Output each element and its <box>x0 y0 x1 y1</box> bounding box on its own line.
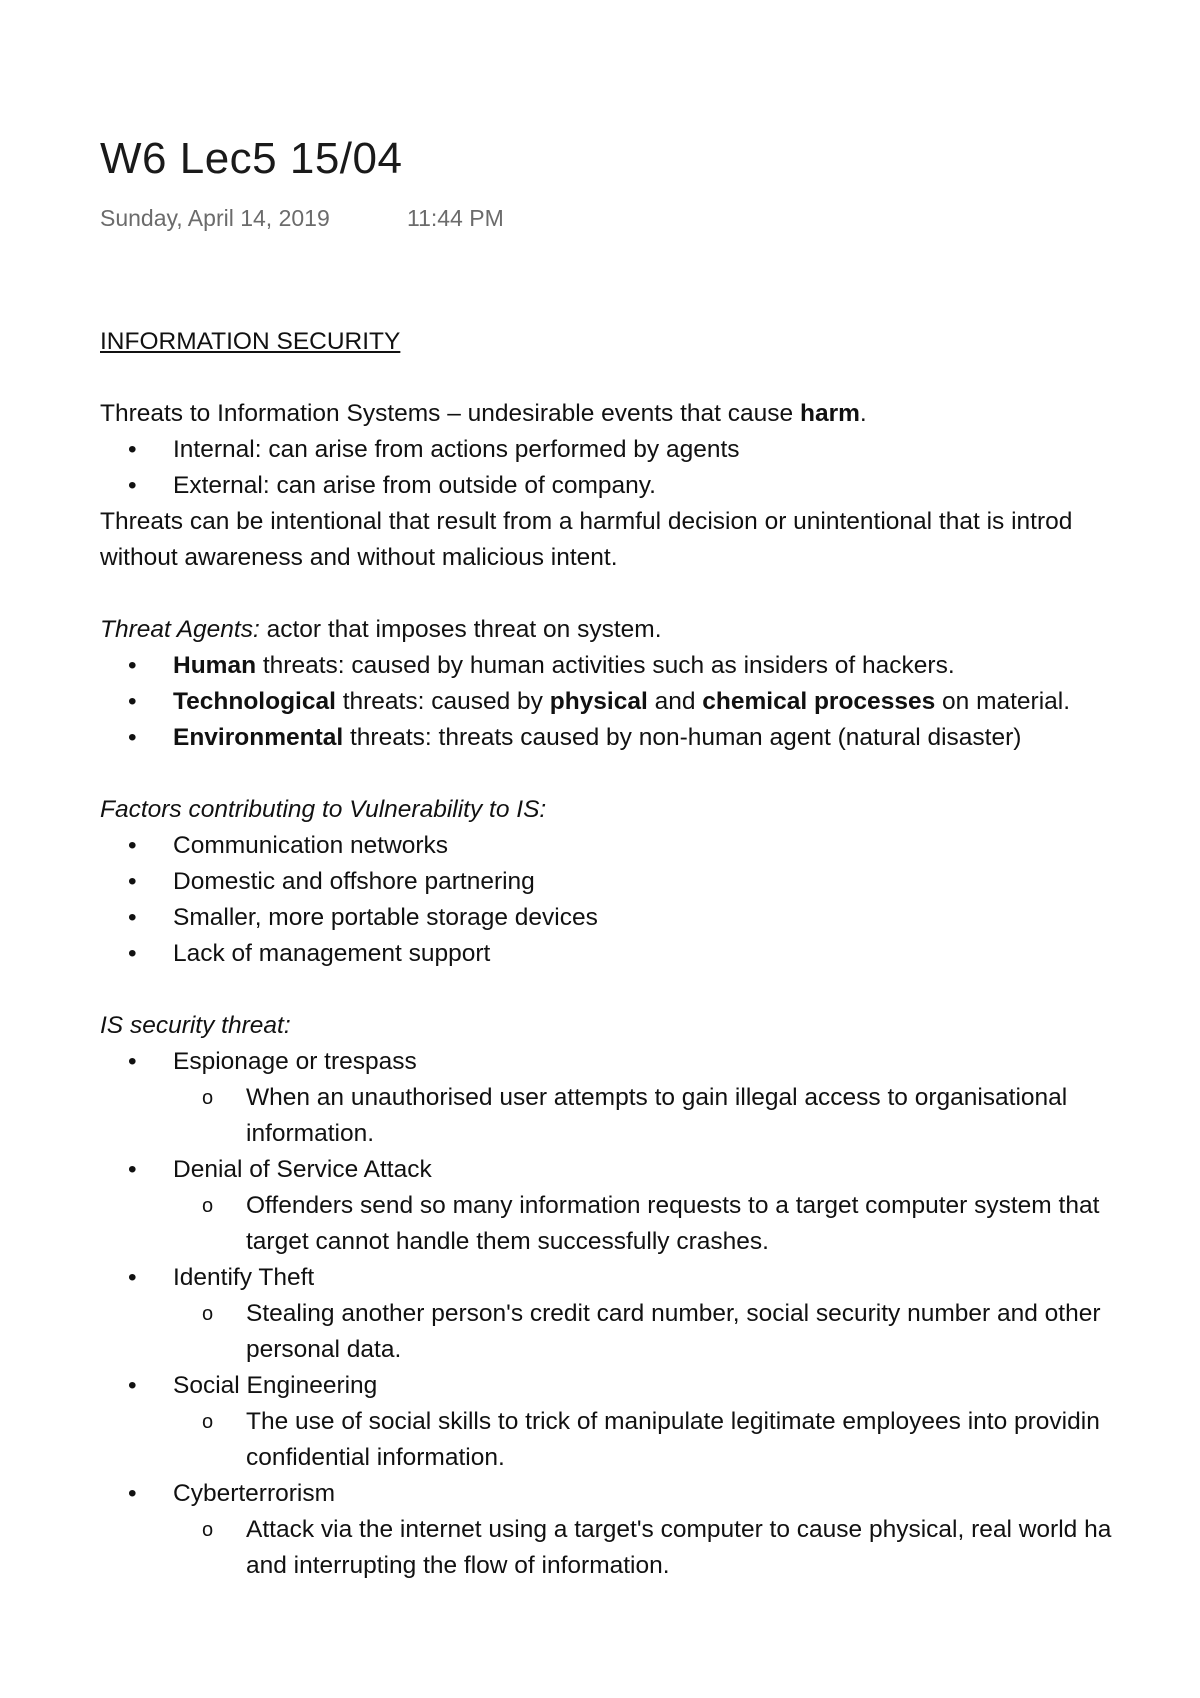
factors-label: Factors contributing to Vulnerability to IS: <box>100 796 547 823</box>
tech-text-1: threats: caused by <box>335 688 550 715</box>
section-heading: INFORMATION SECURITY <box>100 328 401 355</box>
technological-bold: Technological <box>173 688 336 715</box>
env-text: threats: threats caused by non-human agent (natural disaster) <box>343 724 1022 751</box>
sub-item-text: When an unauthorised user attempts to gain illegal access to organisational <box>246 1084 1068 1111</box>
threats-paragraph-line2: without awareness and without malicious intent. <box>100 544 618 571</box>
sub-list-item <box>100 1188 1200 1224</box>
sub-bullet: o <box>202 1411 214 1433</box>
sub-item-text: The use of social skills to trick of manipulate legitimate employees into providin <box>246 1408 1100 1435</box>
list-item: • Domestic and offshore partnering <box>100 864 1200 900</box>
threats-intro <box>100 396 1200 432</box>
sub-item-text: Stealing another person's credit card number, social security number and other <box>246 1300 1101 1327</box>
list-item <box>100 684 1200 720</box>
list-item <box>100 720 1200 756</box>
threat-agents-text: actor that imposes threat on system. <box>259 616 662 643</box>
sub-item-continuation: information. <box>246 1120 375 1147</box>
sub-item-continuation: target cannot handle them successfully crashes. <box>246 1228 769 1255</box>
sub-item-text: Offenders send so many information requests to a target computer system that <box>246 1192 1100 1219</box>
sub-bullet: o <box>202 1519 214 1541</box>
list-item: • Internal: can arise from actions performed by agents <box>100 432 1200 468</box>
threats-intro-text: Threats to Information Systems – undesirable events that cause <box>100 400 800 427</box>
blank-line <box>100 972 1200 1008</box>
list-item: • Cyberterrorism <box>100 1476 1200 1512</box>
sub-bullet: o <box>202 1195 214 1217</box>
sub-item-text: Attack via the internet using a target's computer to cause physical, real world ha <box>246 1516 1112 1543</box>
sub-bullet: o <box>202 1087 214 1109</box>
sub-item-continuation: confidential information. <box>246 1444 505 1471</box>
note-body <box>100 324 1200 1584</box>
tech-text-3: on material. <box>935 688 1071 715</box>
sub-list-item <box>100 1512 1200 1548</box>
tech-text-2: and <box>647 688 703 715</box>
threat-agents-intro <box>100 612 1200 648</box>
blank-line <box>100 360 1200 396</box>
is-threat-label: IS security threat: <box>100 1012 291 1039</box>
list-item: • Lack of management support <box>100 936 1200 972</box>
sub-item-continuation: and interrupting the flow of information. <box>246 1552 670 1579</box>
sub-item-continuation: personal data. <box>246 1336 402 1363</box>
list-item: • Communication networks <box>100 828 1200 864</box>
human-text: threats: caused by human activities such as insiders of hackers. <box>256 652 955 679</box>
sub-bullet: o <box>202 1303 214 1325</box>
list-item: • Social Engineering <box>100 1368 1200 1404</box>
physical-bold: physical <box>549 688 648 715</box>
list-item: • Denial of Service Attack <box>100 1152 1200 1188</box>
environmental-bold: Environmental <box>173 724 344 751</box>
page-title: W6 Lec5 15/04 <box>100 134 403 183</box>
list-item: • Espionage or trespass <box>100 1044 1200 1080</box>
list-item: • Identify Theft <box>100 1260 1200 1296</box>
note-date: Sunday, April 14, 2019 <box>100 205 330 231</box>
harm-bold: harm <box>799 400 860 427</box>
threats-paragraph-line1: Threats can be intentional that result from a harmful decision or unintentional that is introd <box>100 508 1073 535</box>
list-item <box>100 648 1200 684</box>
threats-intro-end: . <box>859 400 867 427</box>
human-bold: Human <box>173 652 257 679</box>
note-time: 11:44 PM <box>407 205 504 231</box>
blank-line <box>100 576 1200 612</box>
sub-list-item <box>100 1080 1200 1116</box>
list-item: • External: can arise from outside of company. <box>100 468 1200 504</box>
sub-list-item <box>100 1296 1200 1332</box>
list-item: • Smaller, more portable storage devices <box>100 900 1200 936</box>
threat-agents-label: Threat Agents: <box>100 616 260 643</box>
chemical-processes-bold: chemical processes <box>702 688 936 715</box>
blank-line <box>100 756 1200 792</box>
sub-list-item <box>100 1404 1200 1440</box>
